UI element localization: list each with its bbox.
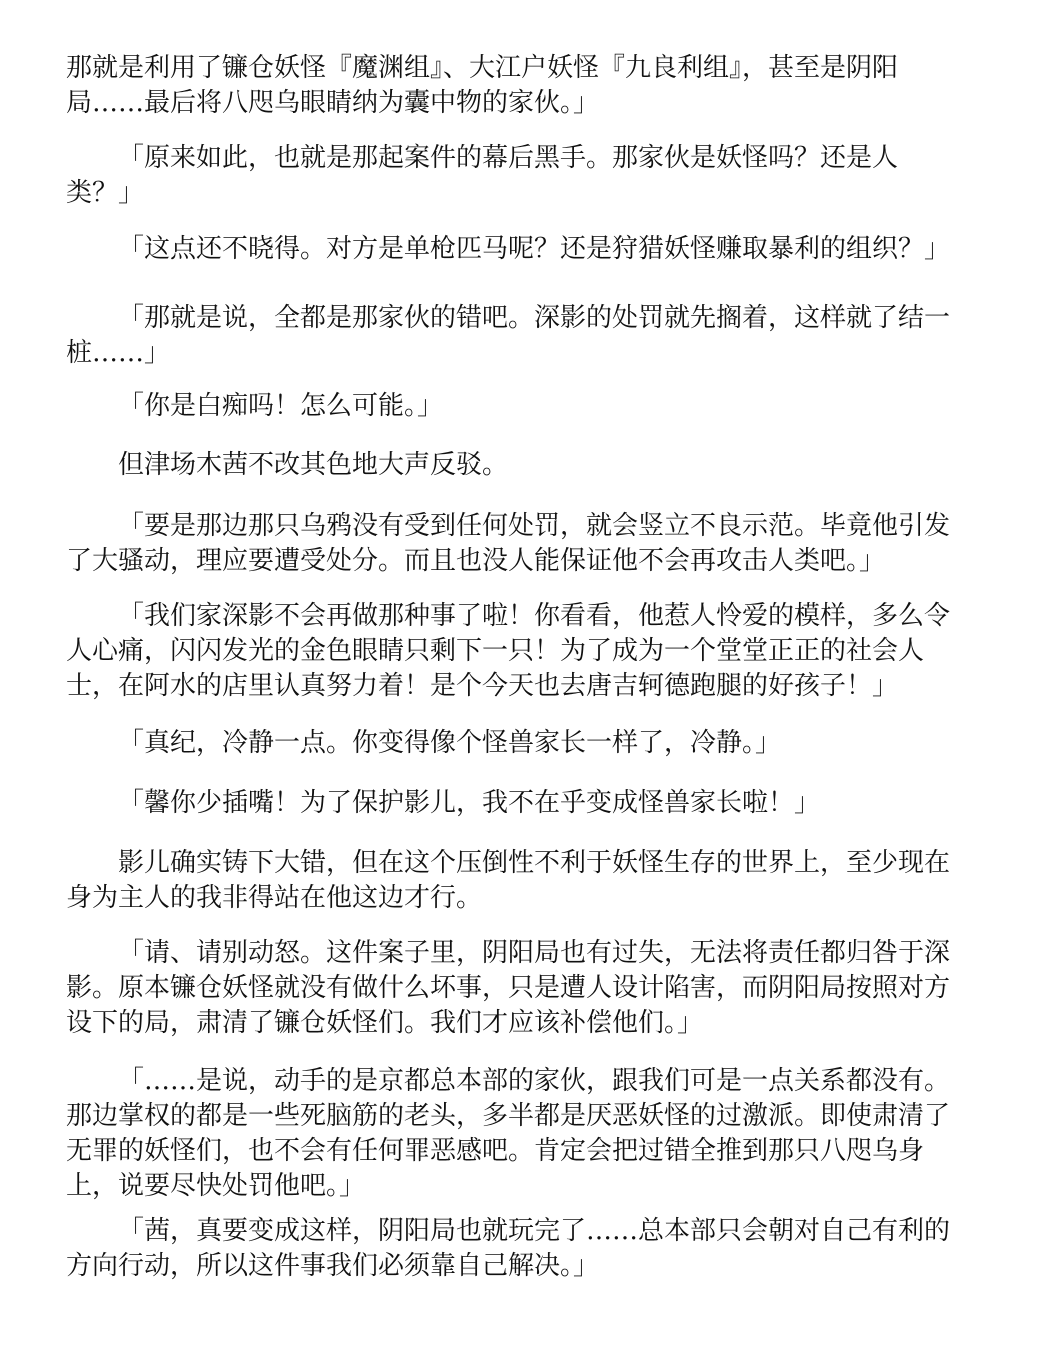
text-line: 「我们家深影不会再做那种事了啦！你看看，他惹人怜爱的模样，多么令 — [118, 601, 951, 631]
text-line: 方向行动，所以这件事我们必须靠自己解决。」 — [66, 1251, 600, 1281]
text-line: 了大骚动，理应要遭受处分。而且也没人能保证他不会再攻击人类吧。」 — [66, 546, 886, 576]
text-line: 影。原本镰仓妖怪就没有做什么坏事，只是遭人设计陷害，而阴阳局按照对方 — [66, 973, 951, 1003]
text-line: 人心痛，闪闪发光的金色眼睛只剩下一只！为了成为一个堂堂正正的社会人 — [66, 636, 925, 666]
text-line: 无罪的妖怪们，也不会有任何罪恶感吧。肯定会把过错全推到那只八咫乌身 — [66, 1136, 925, 1166]
text-line: 上，说要尽快处罚他吧。」 — [66, 1171, 366, 1201]
text-line: 那就是利用了镰仓妖怪『魔渊组』、大江户妖怪『九良利组』，甚至是阴阳 — [66, 53, 899, 83]
text-line: 设下的局，肃清了镰仓妖怪们。我们才应该补偿他们。」 — [66, 1008, 704, 1038]
text-line: 「原来如此，也就是那起案件的幕后黑手。那家伙是妖怪吗？还是人 — [118, 143, 899, 173]
text-line: 「那就是说，全都是那家伙的错吧。深影的处罚就先搁着，这样就了结一 — [118, 303, 951, 333]
text-line: 「茜，真要变成这样，阴阳局也就玩完了……总本部只会朝对自己有利的 — [118, 1216, 951, 1246]
text-line: 「真纪，冷静一点。你变得像个怪兽家长一样了，冷静。」 — [118, 728, 782, 758]
text-line: 「请、请别动怒。这件案子里，阴阳局也有过失，无法将责任都归咎于深 — [118, 938, 951, 968]
text-line: 但津场木茜不改其色地大声反驳。 — [118, 450, 509, 480]
text-line: 「要是那边那只乌鸦没有受到任何处罚，就会竖立不良示范。毕竟他引发 — [118, 511, 951, 541]
text-line: 那边掌权的都是一些死脑筋的老头，多半都是厌恶妖怪的过激派。即使肃清了 — [66, 1101, 951, 1131]
text-line: 士，在阿水的店里认真努力着！是个今天也去唐吉轲德跑腿的好孩子！」 — [66, 671, 899, 701]
text-line: 「……是说，动手的是京都总本部的家伙，跟我们可是一点关系都没有。 — [118, 1066, 951, 1096]
text-line: 「馨你少插嘴！为了保护影儿，我不在乎变成怪兽家长啦！」 — [118, 788, 821, 818]
text-line: 身为主人的我非得站在他这边才行。 — [66, 883, 483, 913]
text-line: 桩……」 — [66, 338, 171, 368]
text-line: 「你是白痴吗！怎么可能。」 — [118, 391, 444, 421]
text-line: 类？」 — [66, 178, 145, 208]
text-line: 局……最后将八咫乌眼睛纳为囊中物的家伙。」 — [66, 88, 600, 118]
text-line: 影儿确实铸下大错，但在这个压倒性不利于妖怪生存的世界上，至少现在 — [118, 848, 951, 878]
text-line: 「这点还不晓得。对方是单枪匹马呢？还是狩猎妖怪赚取暴利的组织？」 — [118, 234, 951, 264]
